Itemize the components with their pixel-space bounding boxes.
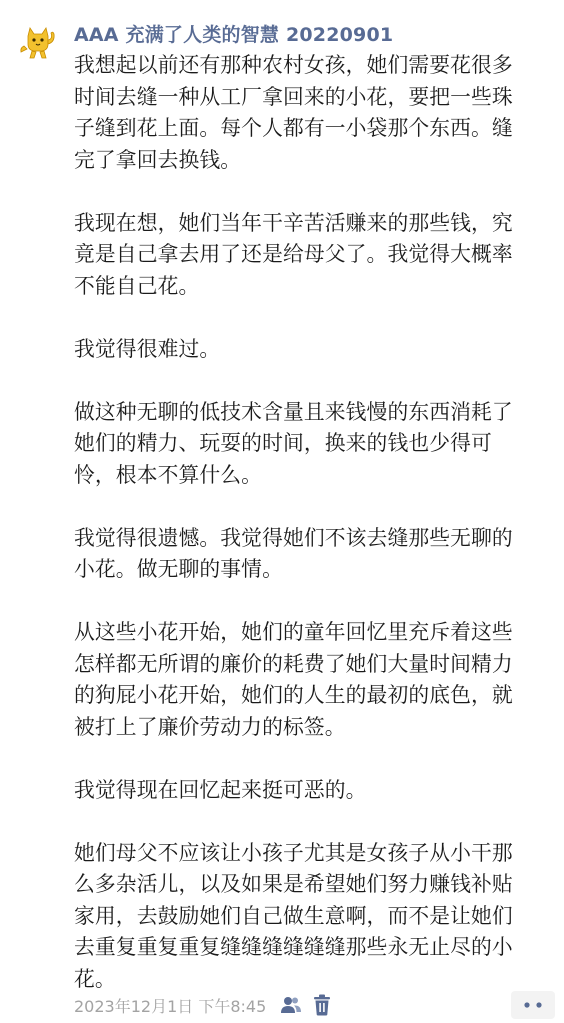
post-paragraph: 从这些小花开始，她们的童年回忆里充斥着这些 怎样都无所谓的廉价的耗费了她们大量时间精力 的狗屁小花开始，她们的人生的最初的底色，就 被打上了廉价劳动力的标签。	[74, 620, 513, 739]
post-timestamp: 2023年12月1日 下午8:45	[74, 996, 267, 1016]
more-dots-icon	[523, 1002, 543, 1008]
post-paragraph: 我现在想，她们当年干辛苦活赚来的那些钱，究 竟是自己拿去用了还是给母父了。我觉得大概率 不能自己花。	[74, 210, 513, 298]
post-paragraph: 我觉得很遗憾。我觉得她们不该去缝那些无聊的 小花。做无聊的事情。	[74, 525, 513, 581]
post-paragraph: 我想起以前还有那种农村女孩，她们需要花很多 时间去缝一种从工厂拿回来的小花，要把一些珠 子缝到花上面。每个人都有一小袋那个东西。缝 完了拿回去换钱。	[74, 53, 513, 172]
post-body	[74, 50, 560, 995]
trash-icon[interactable]	[312, 994, 332, 1016]
post-paragraph: 她们母父不应该让小孩子尤其是女孩子从小干那 么多杂活儿，以及如果是希望她们努力赚钱补贴 家用，去鼓励她们自己做生意啊，而不是让她们 去重复重复重复缝缝缝缝缝缝那些永无止尽的小 花。	[74, 840, 513, 991]
more-options-button[interactable]	[511, 991, 555, 1019]
post-footer	[74, 990, 332, 1020]
post-paragraph: 做这种无聊的低技术含量且来钱慢的东西消耗了 她们的精力、玩耍的时间，换来的钱也少得可 怜，根本不算什么。	[74, 399, 513, 487]
author-name[interactable]: AAA 充满了人类的智慧 20220901	[74, 24, 394, 46]
post-paragraph: 我觉得现在回忆起来挺可恶的。	[74, 777, 367, 802]
cat-avatar-icon[interactable]	[18, 22, 58, 62]
post-paragraph: 我觉得很难过。	[74, 336, 221, 361]
friends-visibility-icon[interactable]	[280, 994, 302, 1016]
